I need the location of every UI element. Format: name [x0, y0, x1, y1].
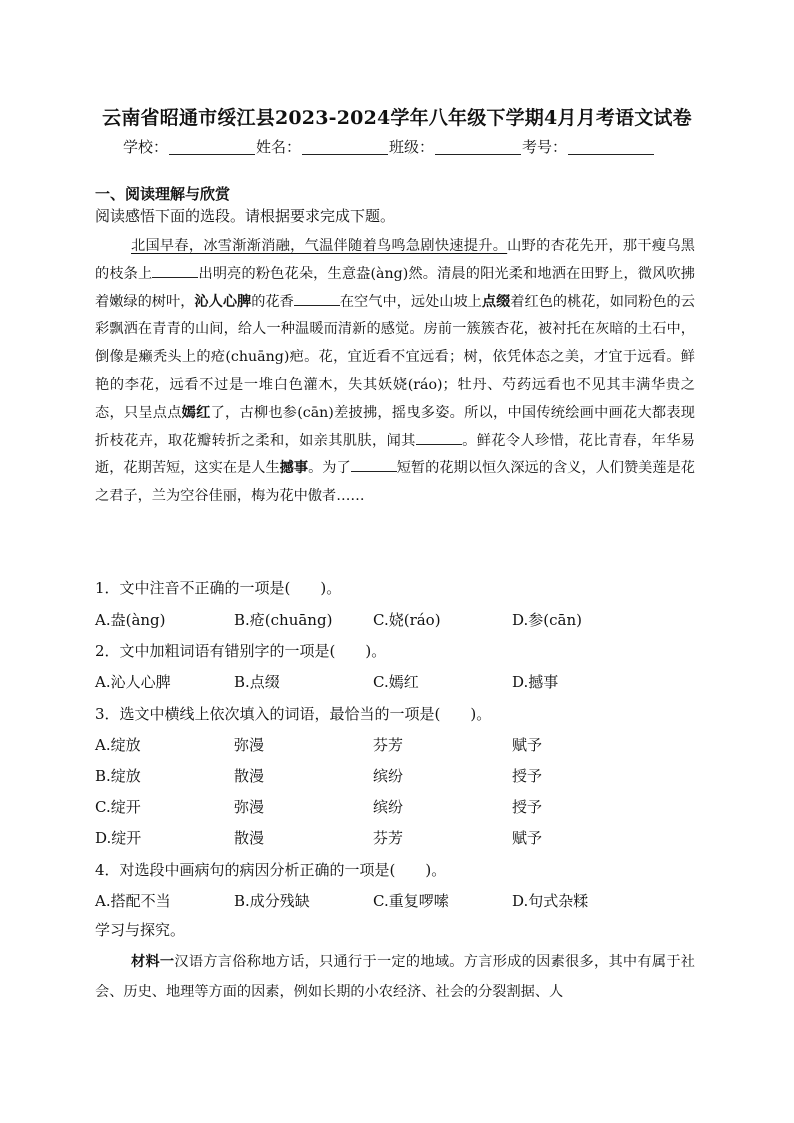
bold-word-4: 撼事 — [279, 460, 309, 477]
option-c[interactable]: C.嫣红 — [373, 673, 419, 691]
option-a[interactable]: A.盎(àng) — [95, 611, 166, 629]
blank-2 — [294, 293, 340, 306]
blank-1 — [152, 265, 198, 278]
option-b[interactable]: B.疮(chuāng) — [234, 611, 333, 629]
question-3-option-d[interactable]: D.绽开 散漫 芬芳 赋予 — [95, 829, 543, 847]
question-3-option-c[interactable]: C.绽开 弥漫 缤纷 授予 — [95, 798, 543, 816]
material-label: 材料一 — [131, 954, 175, 970]
school-label: 学校： — [123, 138, 169, 156]
option-d[interactable]: D.句式杂糅 — [512, 892, 589, 910]
question-4: 4．对选段中画病句的病因分析正确的一项是( )。 — [95, 861, 447, 879]
exam-title: 云南省昭通市绥江县2023-2024学年八年级下学期4月月考语文试卷 — [102, 107, 692, 129]
question-3-option-a[interactable]: A.绽放 弥漫 芬芳 赋予 — [95, 736, 543, 754]
question-4-options — [95, 890, 651, 911]
question-1: 1．文中注音不正确的一项是( )。 — [95, 579, 342, 597]
material-text: 汉语方言俗称地方话，只通行于一定的地域。方言形成的因素很多，其中有属于社会、历史、地理等方面的因素，例如长期的小农经济、社会的分裂割据、人 — [95, 954, 695, 1000]
number-label: 考号： — [522, 138, 568, 156]
option-d[interactable]: D.撼事 — [512, 673, 559, 691]
bold-word-2: 点缀 — [481, 293, 511, 310]
number-blank[interactable] — [568, 139, 654, 155]
name-blank[interactable] — [302, 139, 388, 155]
school-blank[interactable] — [169, 139, 255, 155]
option-c[interactable]: C.重复啰嗦 — [373, 892, 449, 910]
section-2-heading: 学习与探究。 — [95, 921, 186, 939]
name-label: 姓名： — [256, 138, 302, 156]
faulty-sentence: 北国早春，冰雪渐渐消融，气温伴随着鸟鸣急剧快速提升。 — [131, 238, 508, 254]
student-info-row — [123, 136, 683, 157]
section-intro: 阅读感悟下面的选段。请根据要求完成下题。 — [95, 207, 396, 225]
option-b[interactable]: B.点缀 — [234, 673, 280, 691]
option-c[interactable]: C.娆(ráo) — [373, 611, 441, 629]
class-label: 班级： — [389, 138, 435, 156]
material-one — [95, 947, 695, 1007]
option-a[interactable]: A.沁人心脾 — [95, 673, 171, 691]
section-heading: 一、阅读理解与欣赏 — [95, 185, 231, 203]
option-a[interactable]: A.搭配不当 — [95, 892, 171, 910]
bold-word-3: 嫣红 — [181, 404, 211, 421]
option-d[interactable]: D.参(cān) — [512, 611, 582, 629]
class-blank[interactable] — [435, 139, 521, 155]
question-3: 3．选文中横线上依次填入的词语，最恰当的一项是( )。 — [95, 705, 492, 723]
option-b[interactable]: B.成分残缺 — [234, 892, 310, 910]
bold-word-1: 沁人心脾 — [194, 293, 252, 310]
question-2: 2．文中加粗词语有错别字的一项是( )。 — [95, 642, 387, 660]
question-2-options — [95, 671, 651, 692]
blank-4 — [351, 459, 397, 472]
question-3-option-b[interactable]: B.绽放 散漫 缤纷 授予 — [95, 767, 543, 785]
question-1-options — [95, 609, 651, 630]
reading-passage: 北国早春，冰雪渐渐消融，气温伴随着鸟鸣急剧快速提升。山野的杏花先开，那干瘦乌黑的枝条上 出明亮的粉色花朵，生意盎(àng)然。清晨的阳光柔和地洒在田野上，微风吹拂着嫩绿的树叶，沁人心脾的花香 在空气中，远处山坡上点缀着红色的桃花，如同粉色的云彩飘洒在青青的山间，给人一种温暖而清新的感觉。房前一簇簇杏花，被衬托在灰暗的土石中，倒像是癞秃头上的疮(chuāng)疤。花，宜近看不宜远看；树，依凭体态之美，才宜于远看。鲜艳的李花，远看不过是一堆白色灌木，失其妖娆(ráo)；牡丹、芍药远看也不见其丰满华贵之态，只呈点点嫣红了，古柳也参(cān)差披拂，摇曳多姿。所以，中国传统绘画中画花大都表现折枝花卉，取花瓣转折之柔和，如亲其肌肤，闻其 。鲜花令人珍惜，花比青春，年华易逝，花期苦短，这实在是人生撼事。为了 短暂的花期以恒久深远的含义，人们赞美莲是花之君子，兰为空谷佳丽，梅为花中傲者…… — [95, 238, 695, 505]
blank-3 — [416, 432, 462, 445]
